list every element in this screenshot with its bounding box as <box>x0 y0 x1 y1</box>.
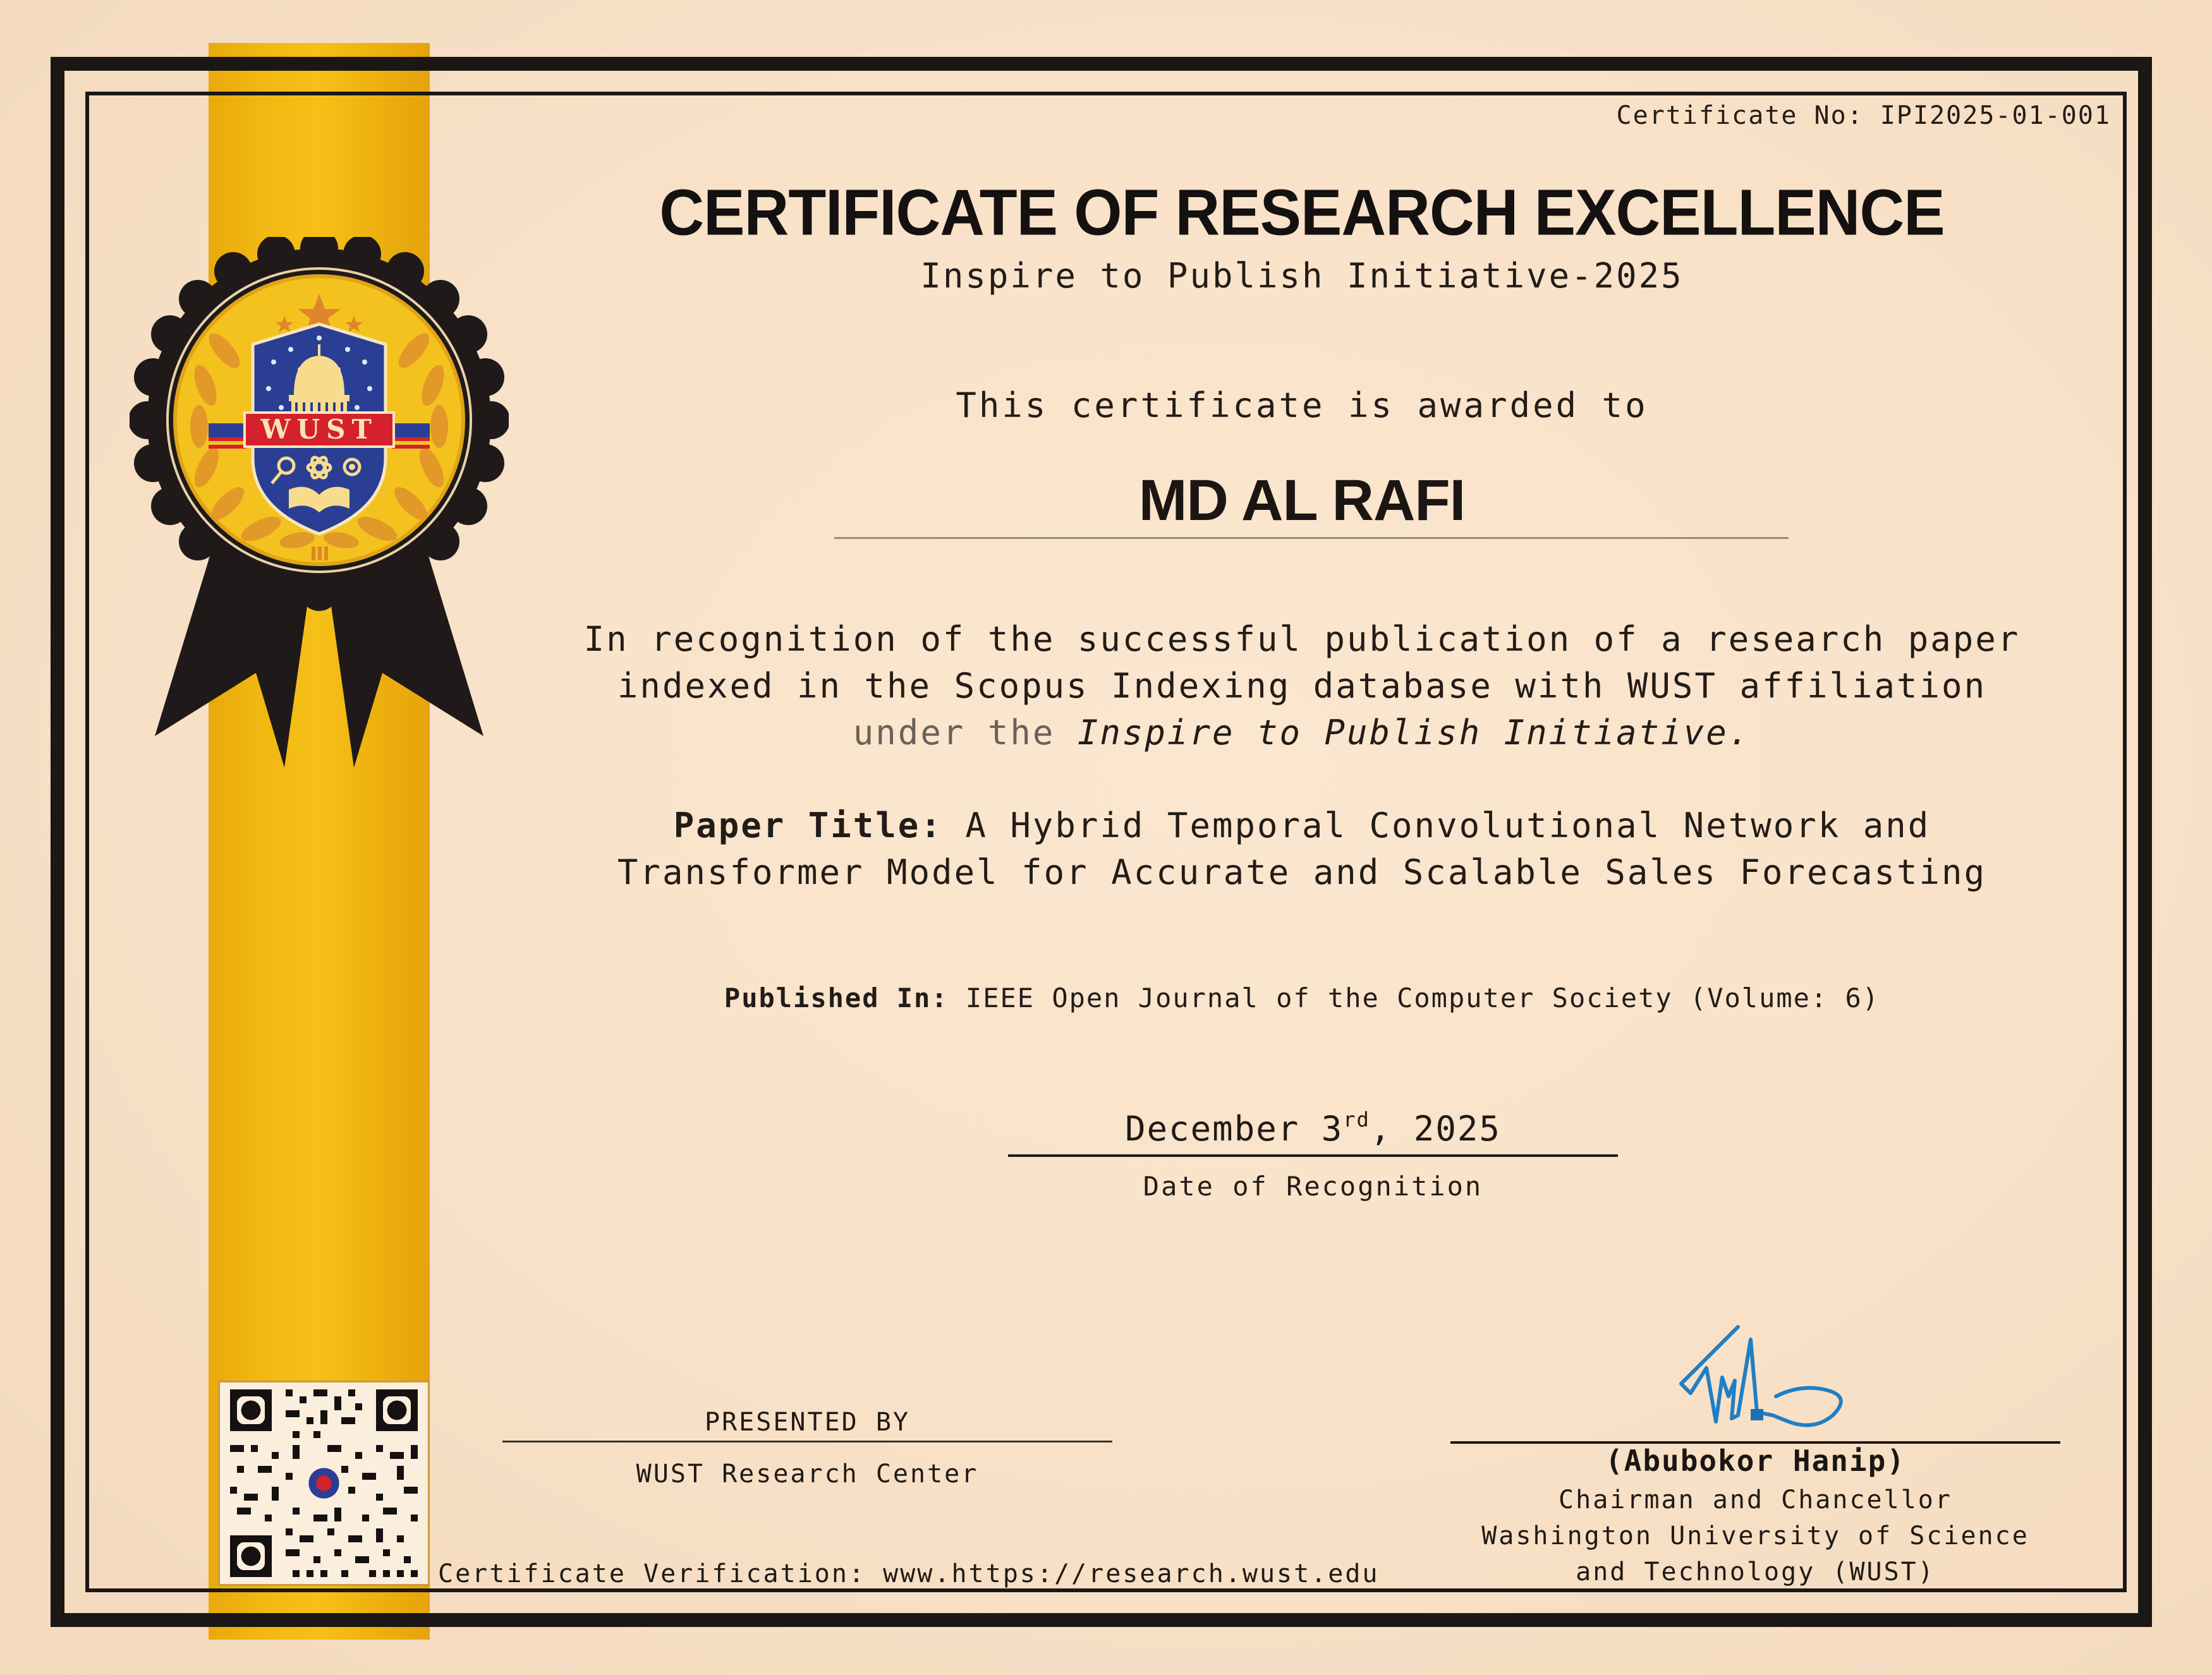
verification-qr-code[interactable] <box>218 1381 430 1586</box>
svg-text:WUST: WUST <box>260 414 378 445</box>
paper-title-label: Paper Title: <box>673 806 943 845</box>
signature-image <box>1662 1321 1902 1447</box>
recipient-underline <box>834 537 1789 539</box>
certificate-number: Certificate No: IPI2025-01-001 <box>1616 101 2111 130</box>
presented-by-label: PRESENTED BY <box>705 1408 910 1437</box>
published-in <box>430 983 2174 1013</box>
date-underline <box>1008 1154 1618 1157</box>
recognition-statement <box>430 616 2174 756</box>
recognition-initiative-name: Inspire to Publish Initiative. <box>1077 713 1751 753</box>
signatory-title <box>1450 1482 2060 1590</box>
date-month-day: December 3 <box>1125 1109 1344 1149</box>
published-in-value: IEEE Open Journal of the Computer Society (Volume: 6) <box>948 983 1880 1013</box>
recognition-line-3-prefix: under the <box>853 713 1078 753</box>
presenting-organization: WUST Research Center <box>636 1460 979 1489</box>
signatory-role-line-3: and Technology (WUST) <box>1576 1557 1935 1587</box>
paper-title-line-1: A Hybrid Temporal Convolutional Network and <box>942 806 1931 845</box>
certificate-subtitle: Inspire to Publish Initiative-2025 <box>920 256 1684 296</box>
date-label: Date of Recognition <box>1143 1171 1483 1202</box>
date-year: , 2025 <box>1370 1109 1501 1149</box>
verification-link[interactable]: Certificate Verification: www.https://research.wust.edu <box>438 1559 1380 1588</box>
presented-by-line <box>502 1441 1112 1442</box>
awarded-to-label: This certificate is awarded to <box>956 385 1648 425</box>
signatory-role-line-2: Washington University of Science <box>1481 1521 2029 1551</box>
paper-title-block <box>430 802 2174 896</box>
recipient-name: MD AL RAFI <box>1138 468 1466 533</box>
recognition-line-1: In recognition of the successful publication of a research paper <box>583 619 2021 659</box>
published-in-label: Published In: <box>724 983 949 1013</box>
certificate-title: CERTIFICATE OF RESEARCH EXCELLENCE <box>659 176 1945 249</box>
paper-title-line-2: Transformer Model for Accurate and Scalable Sales Forecasting <box>617 852 1987 892</box>
signatory-name: (Abubokor Hanip) <box>1605 1444 1906 1478</box>
date-ordinal: rd <box>1343 1108 1370 1132</box>
recognition-line-2: indexed in the Scopus Indexing database with WUST affiliation <box>617 666 1987 706</box>
signatory-role-line-1: Chairman and Chancellor <box>1559 1485 1952 1515</box>
recognition-date <box>1008 1108 1618 1149</box>
